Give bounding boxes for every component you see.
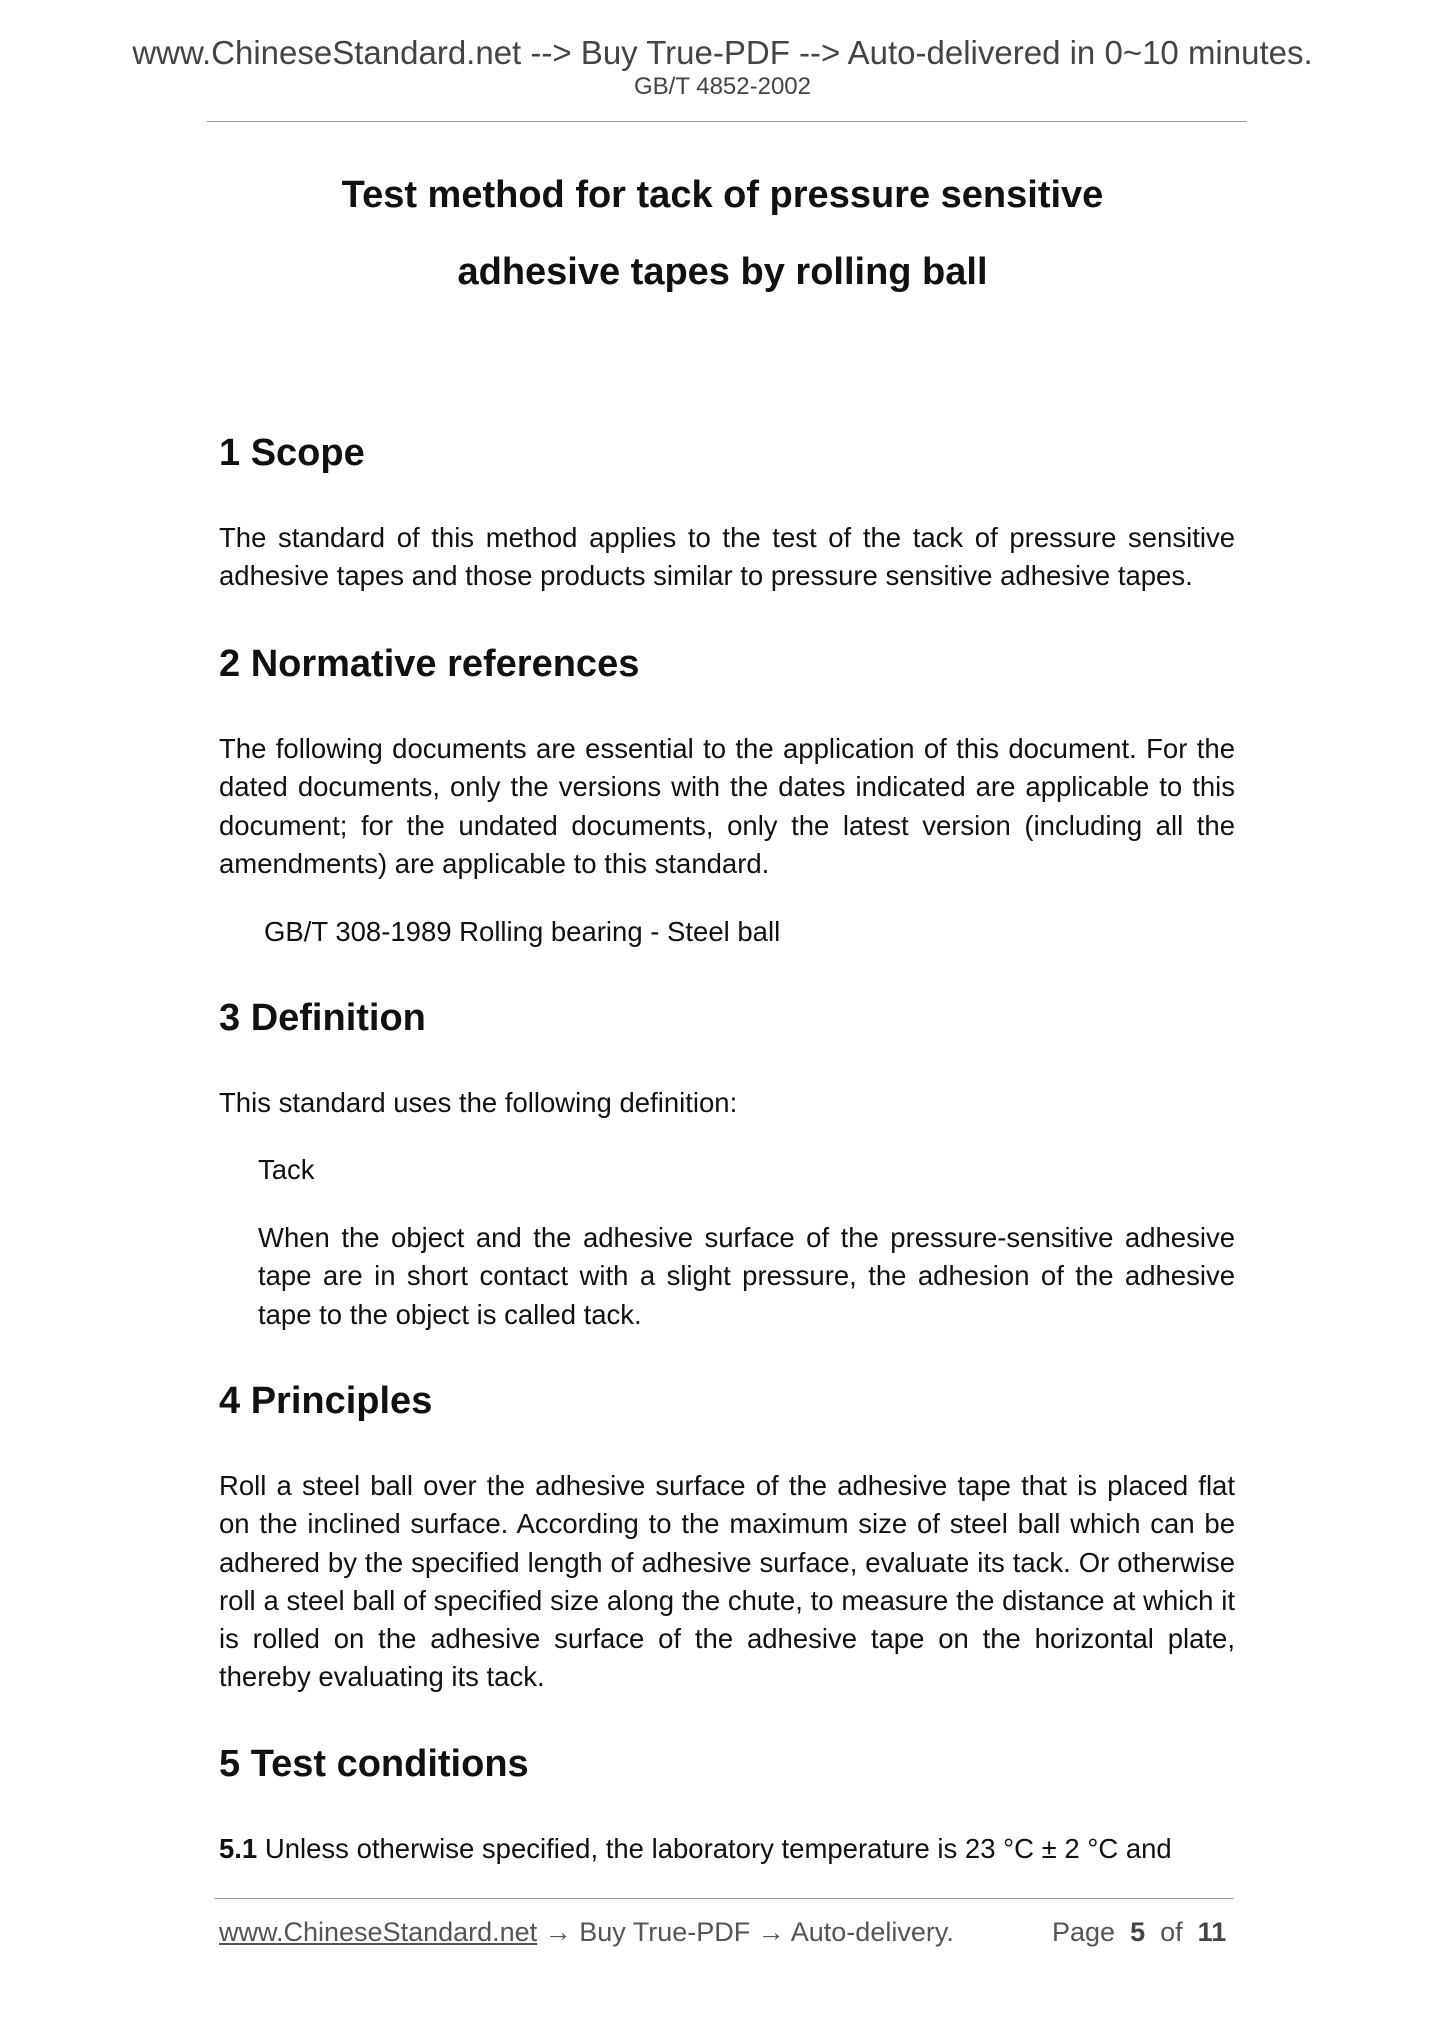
document-title-line-2: adhesive tapes by rolling ball: [457, 251, 988, 293]
document-title-line-1: Test method for tack of pressure sensitive: [341, 174, 1104, 216]
standard-code: GB/T 4852-2002: [633, 73, 811, 100]
footer-site-link[interactable]: www.ChineseStandard.net: [219, 1917, 538, 1947]
scope-paragraph: The standard of this method applies to the test of the tack of pressure sensitive adhesive tapes and those products similar to pressure sensitive adhesive tapes.: [219, 522, 1235, 592]
total-pages: 11: [1197, 1917, 1227, 1947]
page-label: Page: [1052, 1917, 1116, 1947]
definition-intro: This standard uses the following definition:: [219, 1087, 738, 1118]
definition-term: Tack: [258, 1154, 315, 1185]
section-heading-definition: 3 Definition: [219, 997, 426, 1039]
arrow-right-icon: →: [537, 1917, 580, 1947]
section-heading-principles: 4 Principles: [219, 1380, 433, 1422]
header-divider: [207, 121, 1247, 122]
footer-buy-text: Buy True-PDF: [579, 1917, 751, 1947]
site-banner: www.ChineseStandard.net --> Buy True-PDF --> Auto-delivered in 0~10 minutes.: [132, 34, 1313, 71]
clause-number: 5.1: [219, 1833, 258, 1864]
section-heading-test-conditions: 5 Test conditions: [219, 1743, 529, 1785]
footer-delivery-text: Auto-delivery.: [790, 1917, 954, 1947]
of-label: of: [1160, 1917, 1183, 1947]
normative-reference-item: GB/T 308-1989 Rolling bearing - Steel ball: [264, 916, 781, 947]
clause-text: Unless otherwise specified, the laboratory temperature is 23 °C ± 2 °C and: [257, 1833, 1172, 1864]
principles-paragraph: Roll a steel ball over the adhesive surface of the adhesive tape that is placed flat on the inclined surface. According to the maximum size of steel ball which can be adhered by the specified length of adhesive surface, evaluate its tack. Or otherwise roll a steel ball of specified size along the chute, to measure the distance at which it is rolled on the adhesive surface of the adhesive tape on the horizontal plate, thereby evaluating its tack.: [219, 1470, 1235, 1693]
section-heading-normative-references: 2 Normative references: [219, 643, 640, 685]
page-indicator: [1052, 1919, 1226, 1946]
definition-text: When the object and the adhesive surface of the pressure-sensitive adhesive tape are in short contact with a slight pressure, the adhesion of the adhesive tape to the object is called tack.: [258, 1222, 1235, 1330]
footer-promo: [219, 1919, 954, 1946]
footer-divider: [214, 1898, 1234, 1899]
page-number: 5: [1130, 1917, 1146, 1947]
clause-5-1: [219, 1830, 1235, 1868]
arrow-right-icon: →: [750, 1917, 791, 1947]
section-heading-scope: 1 Scope: [219, 432, 365, 474]
normative-references-paragraph: The following documents are essential to the application of this document. For the dated documents, only the versions with the dates indicated are applicable to this document; for the undated documents, only the latest version (including all the amendments) are applicable to this standard.: [219, 733, 1235, 879]
